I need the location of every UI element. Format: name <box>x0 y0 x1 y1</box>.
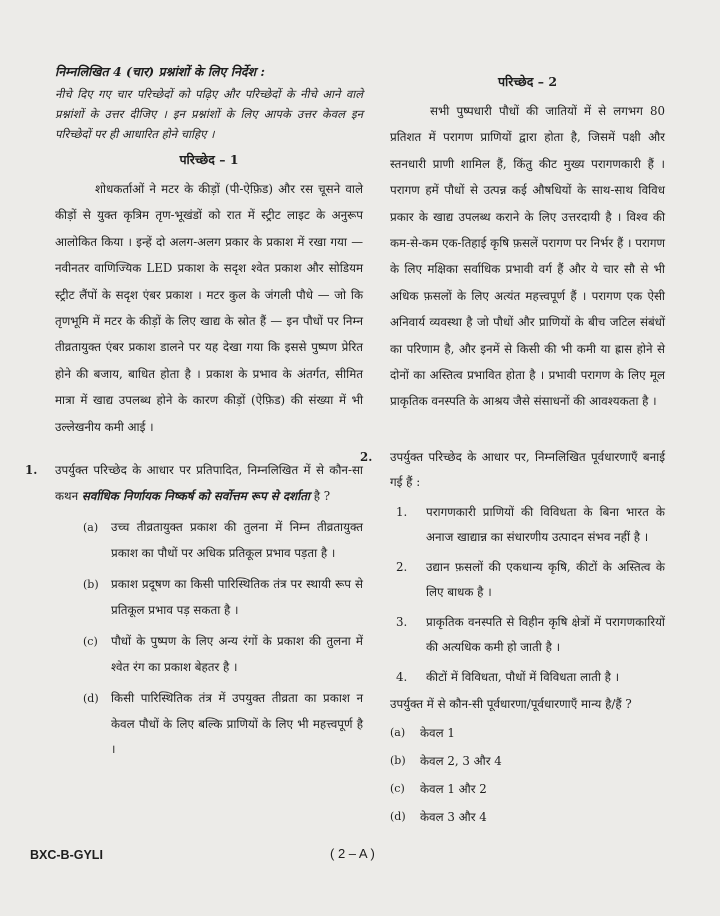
left-column <box>25 62 363 763</box>
question-2 <box>360 445 665 496</box>
question-2-choice-b <box>390 748 665 774</box>
question-2-choice-a <box>390 720 665 746</box>
statement-label: 3. <box>396 614 408 629</box>
page-number: ( 2 – A ) <box>330 846 375 861</box>
choice-text: केवल 1 <box>420 725 455 740</box>
statement-2 <box>396 555 665 606</box>
question-1-stem <box>55 458 363 509</box>
question-2-choice-c <box>390 776 665 802</box>
statement-text: कीटों में विविधता, पौधों में विविधता लाती है । <box>426 669 620 684</box>
statement-1 <box>396 500 665 551</box>
question-2-prompt <box>390 692 665 718</box>
choice-label: (a) <box>390 725 406 739</box>
choice-label: (c) <box>390 781 405 795</box>
question-1-option-c <box>83 629 363 680</box>
option-text: उच्च तीव्रतायुक्त प्रकाश की तुलना में निम्न तीव्रतायुक्त प्रकाश का पौधों पर अधिक प्रतिकूल प्रभाव पड़ता है । <box>111 520 363 560</box>
option-text: प्रकाश प्रदूषण का किसी पारिस्थितिक तंत्र पर स्थायी रूप से प्रतिकूल प्रभाव पड़ सकता है । <box>111 577 363 617</box>
question-1-number: 1. <box>25 463 38 478</box>
option-label: (a) <box>83 521 99 535</box>
statement-label: 1. <box>396 504 408 519</box>
booklet-code: BXC-B-GYLI <box>30 848 103 862</box>
question-2-stem: उपर्युक्त परिच्छेद के आधार पर, निम्नलिखित पूर्वधारणाएँ बनाई गई हैं : <box>390 449 665 490</box>
statement-text: उद्यान फ़सलों की एकधान्य कृषि, कीटों के अस्तित्व के लिए बाधक है । <box>426 559 665 600</box>
choice-label: (d) <box>390 809 406 823</box>
question-1-option-d <box>83 686 363 763</box>
choice-text: केवल 3 और 4 <box>420 809 487 824</box>
passage-1-text: शोधकर्ताओं ने मटर के कीड़ों (पी-ऐफ़िड) और रस चूसने वाले कीड़ों से युक्त कृत्रिम तृण-भूखंडों को रात में स्ट्रीट लाइट के अनुरूप आलोकित किया । इन्हें दो अलग-अलग प्रकार के प्रकाश में रखा गया — नवीनतर वाणिज्यिक LED प्रकाश के सदृश श्वेत प्रकाश और सोडियम स्ट्रीट लैंपों के सदृश एंबर प्रकाश । मटर कुल के जंगली पौधे — जो कि तृणभूमि में मटर के कीड़ों के लिए खाद्य के स्रोत हैं — इन पौधों पर निम्न तीव्रतायुक्त एंबर प्रकाश डालने पर यह देखा गया कि इससे पुष्पण प्रेरित होने की बजाय, बाधित होता है । प्रकाश के प्रभाव के अंतर्गत, सीमित मात्रा में खाद्य उपलब्ध होने के कारण कीड़ों (ऐफ़िड) की संख्या में भी उल्लेखनीय कमी आई । <box>55 182 363 434</box>
statement-label: 4. <box>396 669 408 684</box>
passage-1-title: परिच्छेद – 1 <box>179 152 239 167</box>
passage-2-title: परिच्छेद – 2 <box>497 74 558 89</box>
choice-text: केवल 1 और 2 <box>420 781 487 796</box>
question-2-statements <box>390 500 665 691</box>
question-2-number: 2. <box>360 449 373 464</box>
statement-label: 2. <box>396 559 408 574</box>
option-text: किसी पारिस्थितिक तंत्र में उपयुक्त तीव्रता का प्रकाश न केवल पौधों के लिए बल्कि प्राणियों के लिए भी महत्त्वपूर्ण है । <box>111 691 363 757</box>
choice-text: केवल 2, 3 और 4 <box>420 753 502 768</box>
option-label: (c) <box>83 635 98 649</box>
option-label: (b) <box>83 578 99 592</box>
question-2-choices <box>390 720 665 830</box>
question-1 <box>25 458 363 509</box>
option-text: पौधों के पुष्पण के लिए अन्य रंगों के प्रकाश की तुलना में श्वेत रंग का प्रकाश बेहतर है । <box>111 634 363 674</box>
question-2-prompt-text: उपर्युक्त में से कौन-सी पूर्वधारणा/पूर्वधारणाएँ मान्य है/हैं ? <box>390 697 632 712</box>
directions-body: नीचे दिए गए चार परिच्छेदों को पढ़िए और परिच्छेदों के नीचे आने वाले प्रश्नांशों के उत्तर दीजिए । इन प्रश्नांशों के लिए आपके उत्तर केवल इन परिच्छेदों पर ही आधारित होने चाहिए । <box>55 87 363 141</box>
question-1-options <box>55 515 363 763</box>
option-label: (d) <box>83 692 99 706</box>
passage-2-text: सभी पुष्पधारी पौधों की जातियों में से लगभग 80 प्रतिशत में परागण प्राणियों द्वारा होता है, जिसमें पक्षी और स्तनधारी प्राणी शामिल हैं, किंतु कीट मुख्य परागणकारी हैं । परागण हमें पौधों से उत्पन्न कई औषधियों के साथ-साथ विविध प्रकार के खाद्य उपलब्ध कराने के लिए उत्तरदायी है । विश्व की कम-से-कम एक-तिहाई कृषि फ़सलें परागण पर निर्भर हैं । परागण के लिए मक्षिका सर्वाधिक प्रभावी वर्ग हैं और ये चार सौ से भी अधिक फ़सलों के लिए अत्यंत महत्त्वपूर्ण हैं । परागण एक ऐसी अनिवार्य व्यवस्था है जो पौधों और प्राणियों के बीच जटिल संबंधों का परिणाम है, और इनमें से किसी की भी कमी या ह्रास होने से दोनों का अस्तित्व प्रभावित होता है । प्रभावी परागण के लिए मूल प्राकृतिक वनस्पति के आश्रय जैसे संसाधनों की आवश्यकता है । <box>390 104 665 409</box>
statement-text: परागणकारी प्राणियों की विविधता के बिना भारत के अनाज खाद्यान्न का संधारणीय उत्पादन संभव नहीं है । <box>426 504 665 545</box>
question-1-stem-emphasis: सर्वाधिक निर्णायक निष्कर्ष को सर्वोत्तम रूप से दर्शाता <box>81 488 310 503</box>
right-column <box>360 72 665 830</box>
question-1-stem-before: उपर्युक्त परिच्छेद के आधार पर प्रतिपादित, निम्नलिखित में से कौन-सा कथन <box>55 463 363 503</box>
question-1-stem-after: है ? <box>310 488 331 503</box>
directions-title: निम्नलिखित 4 (चार) प्रश्नांशों के लिए निर्देश : <box>55 64 265 79</box>
statement-3 <box>396 610 665 661</box>
question-2-choice-d <box>390 804 665 830</box>
statement-text: प्राकृतिक वनस्पति से विहीन कृषि क्षेत्रों में परागणकारियों की अत्यधिक कमी हो जाती है । <box>426 614 665 655</box>
choice-label: (b) <box>390 753 406 767</box>
question-1-option-a <box>83 515 363 566</box>
question-1-option-b <box>83 572 363 623</box>
statement-4 <box>396 665 665 691</box>
